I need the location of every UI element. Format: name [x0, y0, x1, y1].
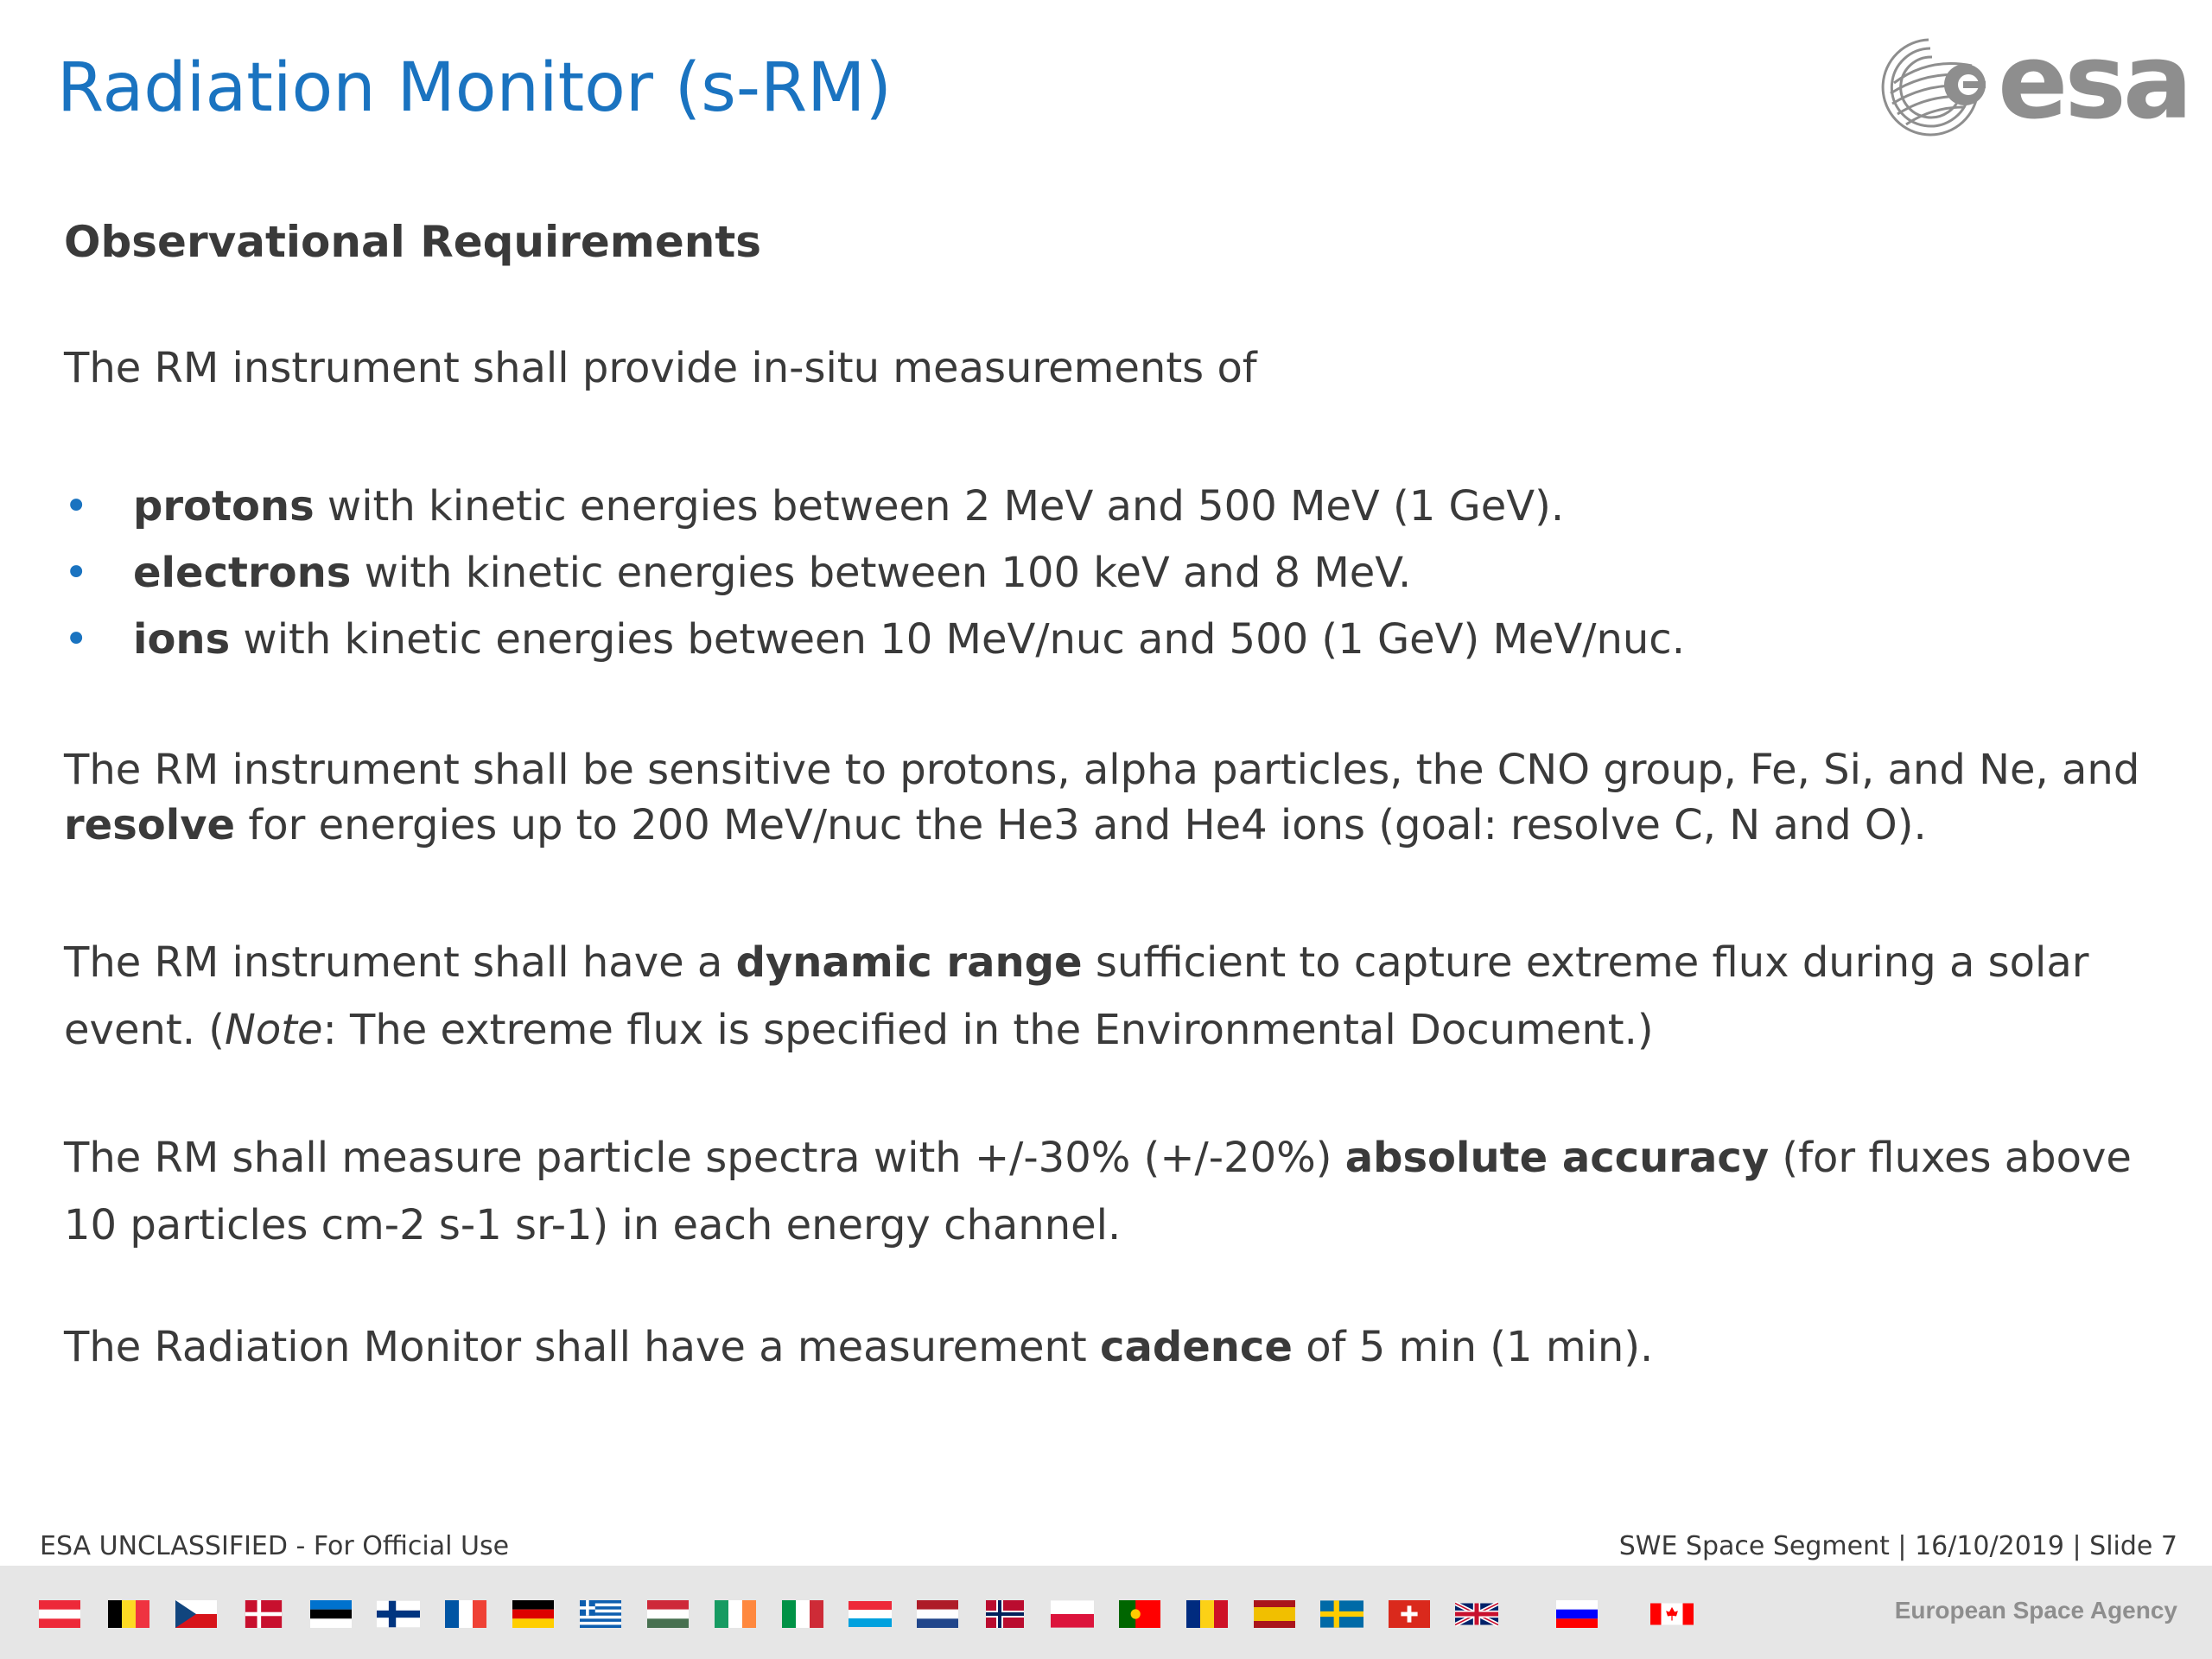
- flag-romania-icon: [1185, 1600, 1229, 1628]
- section-heading: Observational Requirements: [64, 217, 762, 267]
- term-resolve: resolve: [64, 801, 236, 849]
- footer-classification: ESA UNCLASSIFIED - For Official Use: [40, 1531, 510, 1561]
- slide-title: Radiation Monitor (s-RM): [57, 49, 892, 127]
- flag-sweden-icon: [1320, 1600, 1363, 1628]
- list-item-text: with kinetic energies between 100 keV and 8 MeV.: [351, 549, 1412, 597]
- flag-portugal-icon: [1118, 1600, 1161, 1628]
- bullet-icon: •: [64, 549, 89, 597]
- flag-germany-icon: [512, 1600, 555, 1628]
- paragraph-text: of 5 min (1 min).: [1292, 1323, 1654, 1371]
- flag-slovenia-icon: [1555, 1600, 1599, 1628]
- paragraph-text: The RM shall measure particle spectra with +/-30% (+/-20%): [64, 1134, 1345, 1182]
- term-absolute-accuracy: absolute accuracy: [1344, 1134, 1770, 1182]
- term-protons: protons: [133, 482, 315, 531]
- list-item-text: with kinetic energies between 10 MeV/nuc and 500 (1 GeV) MeV/nuc.: [230, 615, 1685, 664]
- paragraph-text: The RM instrument shall be sensitive to protons, alpha particles, the CNO group, Fe, Si, and Ne, and: [64, 746, 2140, 794]
- paragraph-text: The RM instrument shall have a: [64, 938, 736, 987]
- paragraph-text: for energies up to 200 MeV/nuc the He3 and He4 ions (goal: resolve C, N and O).: [235, 801, 1927, 849]
- cadence-paragraph: [64, 1319, 2155, 1375]
- paragraph-text: : The extreme flux is specified in the Environmental Document.): [322, 1006, 1654, 1054]
- list-item-protons: [64, 474, 2155, 540]
- esa-globe-icon: [1877, 31, 1998, 143]
- flag-netherlands-icon: [916, 1600, 959, 1628]
- flag-ireland-icon: [714, 1600, 757, 1628]
- slide-content: [64, 207, 2155, 1375]
- flag-estonia-icon: [309, 1600, 353, 1628]
- footer-slide-info: SWE Space Segment | 16/10/2019 | Slide 7: [1618, 1531, 2177, 1561]
- sensitivity-paragraph: [64, 742, 2155, 853]
- flag-italy-icon: [781, 1600, 824, 1628]
- esa-logo: [1877, 22, 2190, 152]
- term-cadence: cadence: [1100, 1323, 1293, 1371]
- member-flags-bar: [0, 1566, 2212, 1659]
- flag-czechia-icon: [175, 1600, 218, 1628]
- flag-belgium-icon: [107, 1600, 150, 1628]
- esa-logo-text: esa: [1998, 22, 2190, 143]
- flag-poland-icon: [1051, 1600, 1094, 1628]
- paragraph-text: The Radiation Monitor shall have a measurement: [64, 1323, 1100, 1371]
- bullet-icon: •: [64, 615, 89, 664]
- paragraph-text: sufficient to capture extreme flux during a solar event. (: [64, 938, 2089, 1054]
- intro-paragraph: The RM instrument shall provide in-situ measurements of: [64, 344, 1257, 392]
- term-ions: ions: [133, 615, 231, 664]
- list-item-ions: [64, 607, 2155, 673]
- flag-canada-icon: [1650, 1600, 1694, 1628]
- term-dynamic-range: dynamic range: [735, 938, 1083, 987]
- flag-finland-icon: [377, 1600, 420, 1628]
- note-label: Note: [224, 1006, 323, 1054]
- flag-hungary-icon: [646, 1600, 690, 1628]
- accuracy-paragraph: [64, 1124, 2155, 1259]
- flag-luxembourg-icon: [849, 1600, 892, 1628]
- flag-switzerland-icon: [1388, 1600, 1431, 1628]
- agency-name: European Space Agency: [1894, 1597, 2177, 1624]
- flag-spain-icon: [1253, 1600, 1296, 1628]
- particle-list: [64, 474, 2155, 673]
- paragraph-text: (for fluxes above 10 particles cm-2 s-1 sr-1) in each energy channel.: [64, 1134, 2132, 1249]
- flag-denmark-icon: [242, 1600, 285, 1628]
- flag-greece-icon: [579, 1600, 622, 1628]
- term-electrons: electrons: [133, 549, 352, 597]
- bullet-icon: •: [64, 482, 89, 531]
- dynamic-range-paragraph: [64, 929, 2155, 1064]
- flag-norway-icon: [983, 1600, 1027, 1628]
- list-item-text: with kinetic energies between 2 MeV and 500 MeV (1 GeV).: [314, 482, 1565, 531]
- list-item-electrons: [64, 540, 2155, 607]
- flag-france-icon: [444, 1600, 487, 1628]
- flag-united-kingdom-icon: [1455, 1600, 1498, 1628]
- flag-austria-icon: [38, 1600, 81, 1628]
